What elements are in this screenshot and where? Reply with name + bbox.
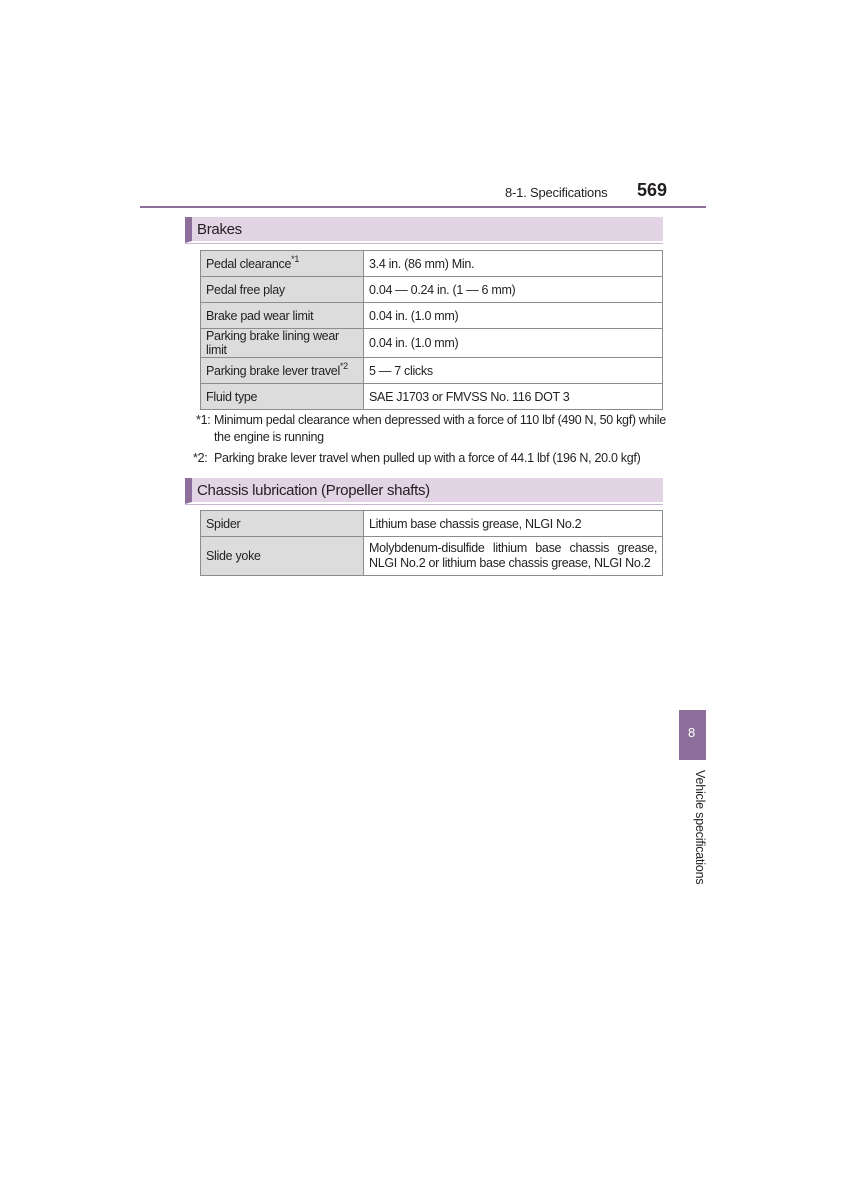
footnote-1 [196, 412, 666, 446]
table-cell-label: Pedal clearance$^{*1}$ [201, 251, 364, 277]
table-cell-value: Molybdenum-disulfide lithium base chassis grease, NLGI No.2 or lithium base chassis grease, NLGI No.2 [364, 537, 663, 576]
chapter-tab [679, 710, 706, 760]
footnote-text: Minimum pedal clearance when depressed with a force of 110 lbf (490 N, 50 kgf) while the engine is running [214, 413, 666, 444]
table-cell-label: Pedal free play [201, 277, 364, 303]
footnote-text: Parking brake lever travel when pulled up with a force of 44.1 lbf (196 N, 20.0 kgf) [214, 451, 641, 465]
footnote-marker: *1: [196, 413, 211, 427]
table-row [201, 251, 663, 277]
table-cell-value: 0.04 in. (1.0 mm) [364, 303, 663, 329]
running-header-section: 8-1. Specifications [505, 185, 608, 200]
chassis-spec-table [200, 510, 663, 576]
table-cell-value: 0.04 — 0.24 in. (1 — 6 mm) [364, 277, 663, 303]
table-cell-label: Slide yoke [201, 537, 364, 576]
table-row [201, 277, 663, 303]
table-cell-value: 3.4 in. (86 mm) Min. [364, 251, 663, 277]
table-cell-label: Spider [201, 511, 364, 537]
table-row [201, 384, 663, 410]
table-row [201, 358, 663, 384]
table-cell-label: Fluid type [201, 384, 364, 410]
footnote-2 [193, 450, 673, 467]
table-cell-label: Parking brake lever travel$^{*2}$ [201, 358, 364, 384]
table-cell-label: Brake pad wear limit [201, 303, 364, 329]
table-row [201, 511, 663, 537]
chapter-number: 8 [688, 725, 696, 740]
footnote-marker: *2: [193, 451, 208, 465]
page-number: 569 [637, 180, 668, 200]
table-cell-value: 5 — 7 clicks [364, 358, 663, 384]
table-row [201, 303, 663, 329]
header-rule [140, 206, 706, 208]
table-row [201, 329, 663, 358]
table-cell-value: Lithium base chassis grease, NLGI No.2 [364, 511, 663, 537]
table-row [201, 537, 663, 576]
brakes-section-heading [185, 217, 663, 243]
chapter-label: Vehicle specifications [693, 770, 707, 885]
chassis-section-title: Chassis lubrication (Propeller shafts) [197, 482, 430, 499]
table-cell-value: 0.04 in. (1.0 mm) [364, 329, 663, 358]
chassis-section-heading [185, 478, 663, 504]
table-cell-value: SAE J1703 or FMVSS No. 116 DOT 3 [364, 384, 663, 410]
brakes-section-title: Brakes [197, 221, 242, 238]
brakes-spec-table [200, 250, 663, 410]
table-cell-label: Parking brake lining wear limit [201, 329, 364, 358]
